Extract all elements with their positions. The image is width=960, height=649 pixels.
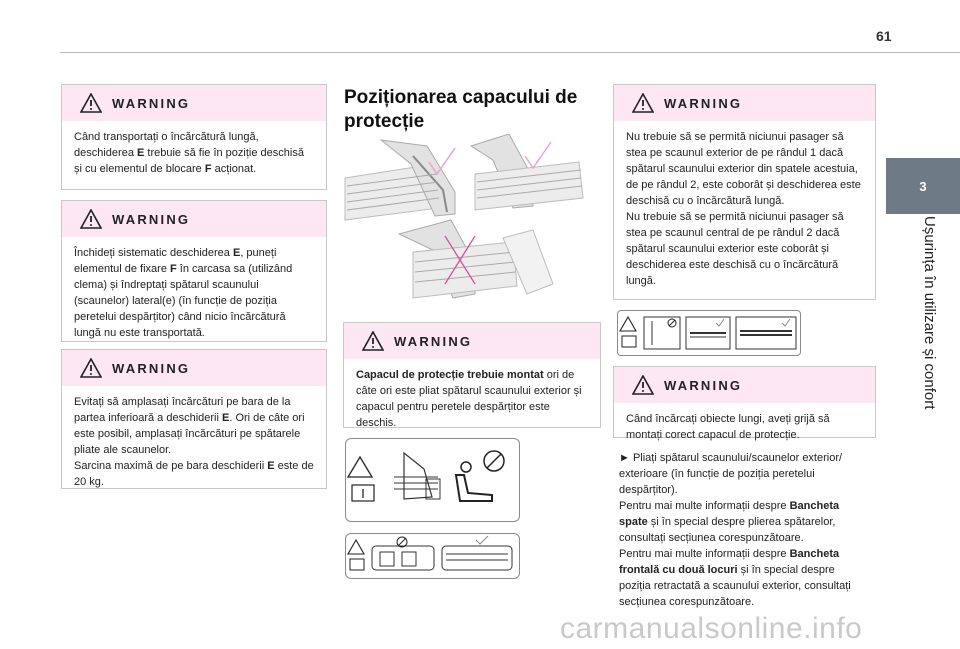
warning-title: WARNING bbox=[664, 377, 743, 393]
warning-box-4 bbox=[343, 322, 601, 428]
warning-text: Când transportați o încărcătură lungă, deschiderea E trebuie să fie în poziție deschisă și cu elementul de blocare F acționat. bbox=[74, 131, 304, 175]
warning-title: WARNING bbox=[664, 95, 743, 111]
warning-triangle-icon bbox=[80, 209, 102, 229]
info-paragraph-rear-bench: Pentru mai multe informații despre Bancheta spate și în special despre plierea spătarelor, consultați secțiunea corespunzătoare. bbox=[619, 500, 840, 544]
warning-header bbox=[62, 85, 326, 121]
warning-triangle-icon bbox=[80, 93, 102, 113]
manual-icon bbox=[622, 336, 636, 347]
warning-text: Capacul de protecție trebuie montat ori de câte ori este pliat spătarul scaunului exterior și capacul pentru peretele despărțitor este deschis. bbox=[356, 369, 582, 429]
warning-box-5 bbox=[613, 84, 876, 300]
warning-box-6 bbox=[613, 366, 876, 441]
warning-header bbox=[62, 350, 326, 386]
warning-text: Nu trebuie să se permită niciunui pasager să stea pe scaunul exterior de pe rândul 1 dacă spătarul scaunului exterior din spatele acestuia, de pe rândul 2, este coborât și deschiderea este deschisă cu o încărcătură lungă. Nu trebuie să se permită niciunui pasager să stea pe scaunul central de pe rândul 2 dacă spătarul scaunului exterior este coborât și deschiderea este deschisă cu o încărcătură lungă. bbox=[626, 131, 861, 287]
chapter-tab[interactable]: 3 bbox=[886, 158, 960, 214]
warning-text: Închideți sistematic deschiderea E, puneți elementul de fixare F în carcasa sa (utilizând clema) și îndreptați spătarul scaunului (scaunelor) lateral(e) (în funcție de poziția peretelui despărțitor) când nicio încărcătură lungă nu este transportată. bbox=[74, 247, 293, 339]
warning-box-2 bbox=[61, 200, 327, 342]
seat-row-diagram-right bbox=[442, 536, 512, 570]
caution-icon bbox=[348, 540, 364, 554]
warning-header bbox=[344, 323, 600, 359]
page-number: 61 bbox=[876, 28, 892, 44]
warning-title: WARNING bbox=[112, 95, 191, 111]
illustration-bottom bbox=[399, 220, 553, 298]
seat-row-diagram-left bbox=[372, 537, 434, 570]
warning-triangle-icon bbox=[362, 331, 384, 351]
warning-title: WARNING bbox=[394, 333, 473, 349]
no-passenger-icon bbox=[456, 451, 504, 501]
seat-diagram-3 bbox=[736, 317, 796, 349]
info-paragraph-front-bench: Pentru mai multe informații despre Bancheta frontală cu două locuri și în special despre poziția retractată a scaunului exterior, consultați secțiunea corespunzătoare. bbox=[619, 548, 851, 608]
section-title: Poziționarea capacului de protecție bbox=[344, 87, 578, 132]
warning-label-seats-strip bbox=[617, 310, 801, 356]
seat-diagram-1 bbox=[644, 317, 680, 349]
chapter-title: Ușurința în utilizare și confort bbox=[921, 216, 938, 410]
watermark: carmanualsonline.info bbox=[560, 612, 863, 645]
caution-icon bbox=[620, 317, 636, 331]
manual-icon bbox=[350, 559, 364, 570]
seat-load-icon bbox=[394, 453, 440, 499]
seat-cover-illustration bbox=[343, 134, 593, 314]
warning-title: WARNING bbox=[112, 360, 191, 376]
warning-label-seat bbox=[345, 438, 520, 522]
warning-header bbox=[614, 85, 875, 121]
warning-box-3 bbox=[61, 349, 327, 489]
warning-triangle-icon bbox=[80, 358, 102, 378]
warning-text: Când încărcați obiecte lungi, aveți grijă să montați corect capacul de protecție. bbox=[626, 413, 830, 441]
illustration-left bbox=[345, 140, 455, 220]
warning-text: Evitați să amplasați încărcături pe bara de la partea inferioară a deschiderii E. Ori de câte ori este posibil, amplasați încărcături pe spătarele pliate ale scaunelor. Sarcina maximă de pe bara deschiderii E este de 20 kg. bbox=[74, 396, 314, 488]
seat-diagram-2 bbox=[686, 317, 730, 349]
warning-title: WARNING bbox=[112, 211, 191, 227]
warning-header bbox=[614, 367, 875, 403]
warning-triangle-icon bbox=[632, 375, 654, 395]
illustration-right bbox=[471, 134, 583, 210]
caution-icon bbox=[348, 457, 372, 477]
instruction-step: ► Pliați spătarul scaunului/scaunelor exterior/ exterioare (în funcție de poziția peretelui despărțitor). bbox=[619, 452, 843, 496]
warning-label-rows bbox=[345, 533, 520, 579]
header-rule bbox=[60, 52, 960, 53]
warning-triangle-icon bbox=[632, 93, 654, 113]
warning-header bbox=[62, 201, 326, 237]
warning-box-1 bbox=[61, 84, 327, 190]
